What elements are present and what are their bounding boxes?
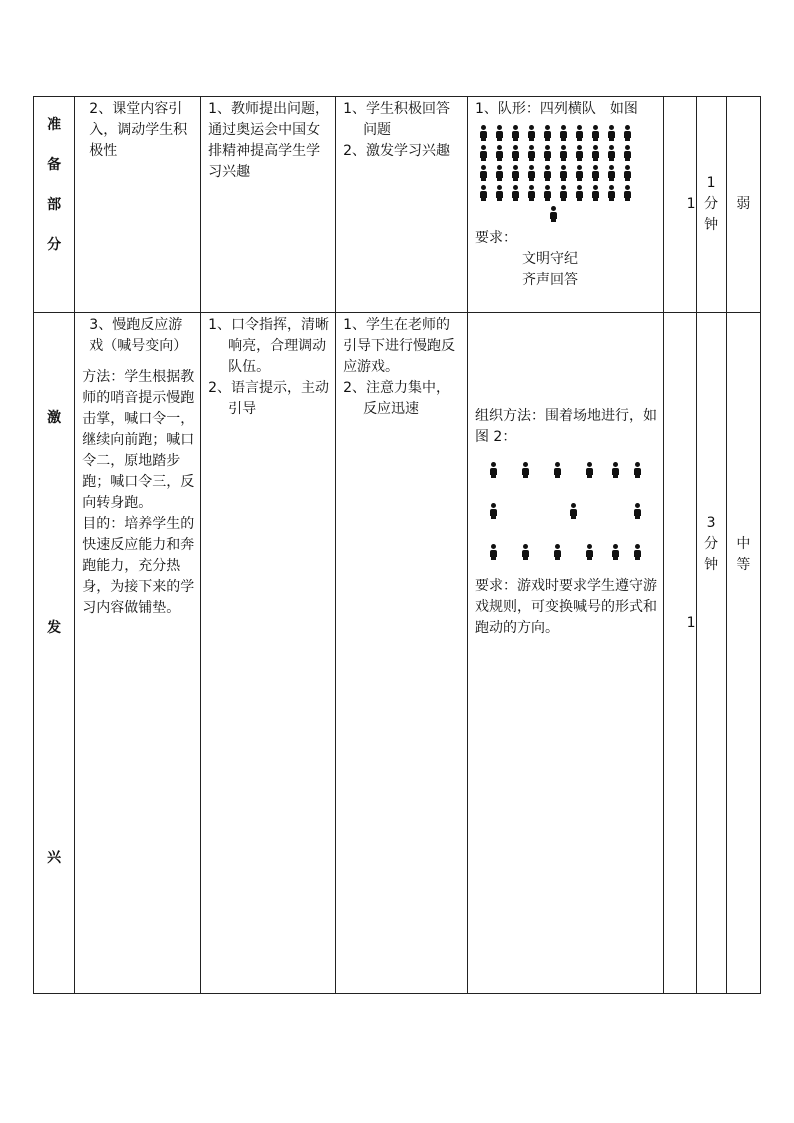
- game-title: 3、慢跑反应游戏（喊号变向）: [89, 317, 188, 354]
- section-char: 分: [47, 237, 62, 253]
- person-icon: [477, 145, 491, 163]
- person-icon: [557, 165, 571, 183]
- person-icon: [557, 125, 571, 143]
- person-icon: [621, 125, 635, 143]
- formation-row: [477, 184, 659, 204]
- person-icon: [493, 185, 507, 203]
- lesson-plan-table: [33, 96, 761, 994]
- person-icon: [509, 165, 523, 183]
- person-icon: [487, 544, 501, 562]
- organization-cell: [467, 313, 663, 994]
- requirement-label: 要求：: [474, 230, 517, 246]
- person-icon: [589, 165, 603, 183]
- count-cell: 1: [664, 97, 696, 313]
- person-icon: [589, 185, 603, 203]
- teacher-cell: [201, 313, 336, 994]
- person-icon: [621, 185, 635, 203]
- content-cell: [75, 97, 201, 313]
- student-text: 1、学生在老师的引导下进行慢跑反应游戏。: [343, 317, 456, 375]
- time-char: 分: [704, 196, 719, 212]
- intensity-char: 中: [736, 536, 751, 552]
- person-icon: [583, 544, 597, 562]
- person-icon: [477, 165, 491, 183]
- section-char: 兴: [47, 850, 62, 866]
- person-icon: [487, 462, 501, 480]
- section-label-stimulation: [34, 313, 75, 994]
- time-char: 3: [706, 515, 716, 531]
- person-icon: [541, 145, 555, 163]
- section-label-preparation: [34, 97, 75, 313]
- row-preparation: [34, 97, 761, 313]
- person-icon: [589, 125, 603, 143]
- person-icon: [609, 462, 623, 480]
- organization-requirement: 要求：游戏时要求学生遵守游戏规则，可变换喊号的形式和跑动的方向。: [474, 578, 657, 636]
- student-cell: [336, 313, 468, 994]
- teacher-text: 2、语言提示，主动引导: [208, 380, 330, 417]
- person-icon: [493, 165, 507, 183]
- teacher-text: 1、教师提出问题，通过奥运会中国女排精神提高学生学习兴趣: [208, 101, 330, 180]
- time-cell: [696, 97, 726, 313]
- teacher-text: 1、口令指挥，清晰响亮，合理调动队伍。: [208, 317, 330, 375]
- time-char: 分: [704, 536, 719, 552]
- person-icon: [631, 462, 645, 480]
- person-icon: [509, 185, 523, 203]
- requirement-item: 齐声回答: [521, 272, 578, 288]
- person-icon: [541, 185, 555, 203]
- person-icon: [573, 165, 587, 183]
- section-char: 部: [47, 197, 62, 213]
- section-char: 发: [47, 620, 62, 636]
- person-icon: [605, 165, 619, 183]
- person-icon: [477, 125, 491, 143]
- person-icon: [631, 544, 645, 562]
- person-icon: [509, 125, 523, 143]
- game-goal: 目的：培养学生的快速反应能力和奔跑能力，充分热身，为接下来的学习内容做铺垫。: [82, 516, 195, 616]
- formation-title: 1、队形：四列横队 如图: [474, 101, 638, 117]
- teacher-icon: [547, 206, 561, 224]
- person-icon: [605, 125, 619, 143]
- person-icon: [573, 125, 587, 143]
- teacher-position: [475, 206, 659, 228]
- person-icon: [541, 125, 555, 143]
- person-icon: [541, 165, 555, 183]
- student-text: 2、激发学习兴趣: [343, 143, 450, 159]
- person-icon: [525, 165, 539, 183]
- person-icon: [589, 145, 603, 163]
- circle-figure: [475, 458, 659, 558]
- person-icon: [583, 462, 597, 480]
- section-char: 激: [47, 410, 62, 426]
- person-icon: [493, 145, 507, 163]
- intensity-char: 等: [736, 557, 751, 573]
- person-icon: [631, 503, 645, 521]
- section-char: 准: [47, 117, 62, 133]
- formation-row: [477, 144, 659, 164]
- content-cell: [75, 313, 201, 994]
- game-method: 方法：学生根据教师的哨音提示慢跑击掌，喊口令一，继续向前跑；喊口令二，原地踏步跑；喊口令三，反向转身跑。: [82, 369, 195, 511]
- count-cell: 1: [664, 313, 696, 994]
- person-icon: [525, 185, 539, 203]
- person-icon: [605, 145, 619, 163]
- person-icon: [509, 145, 523, 163]
- requirement-item: 文明守纪: [521, 251, 578, 267]
- person-icon: [551, 544, 565, 562]
- person-icon: [573, 185, 587, 203]
- person-icon: [573, 145, 587, 163]
- person-icon: [519, 544, 533, 562]
- person-icon: [519, 462, 533, 480]
- person-icon: [605, 185, 619, 203]
- organization-cell: [467, 97, 663, 313]
- formation-row: [477, 164, 659, 184]
- person-icon: [525, 125, 539, 143]
- person-icon: [525, 145, 539, 163]
- student-text: 2、注意力集中，反应迅速: [343, 380, 450, 417]
- person-icon: [621, 165, 635, 183]
- student-text: 1、学生积极回答问题: [343, 101, 450, 138]
- time-char: 1: [706, 175, 716, 191]
- intensity-cell: [726, 313, 760, 994]
- row-stimulation: [34, 313, 761, 994]
- organization-title: 组织方法：围着场地进行，如图 2：: [474, 408, 657, 445]
- student-cell: [336, 97, 468, 313]
- section-char: 备: [47, 157, 62, 173]
- person-icon: [493, 125, 507, 143]
- intensity-cell: 弱: [726, 97, 760, 313]
- person-icon: [551, 462, 565, 480]
- content-text: 2、课堂内容引入，调动学生积极性: [89, 101, 188, 159]
- teacher-icon: [567, 503, 581, 521]
- person-icon: [621, 145, 635, 163]
- person-icon: [557, 145, 571, 163]
- person-icon: [487, 503, 501, 521]
- formation-row: [477, 124, 659, 144]
- time-char: 钟: [704, 217, 719, 233]
- formation-figure: [477, 124, 659, 204]
- teacher-cell: [201, 97, 336, 313]
- person-icon: [609, 544, 623, 562]
- person-icon: [477, 185, 491, 203]
- time-char: 钟: [704, 557, 719, 573]
- person-icon: [557, 185, 571, 203]
- time-cell: [696, 313, 726, 994]
